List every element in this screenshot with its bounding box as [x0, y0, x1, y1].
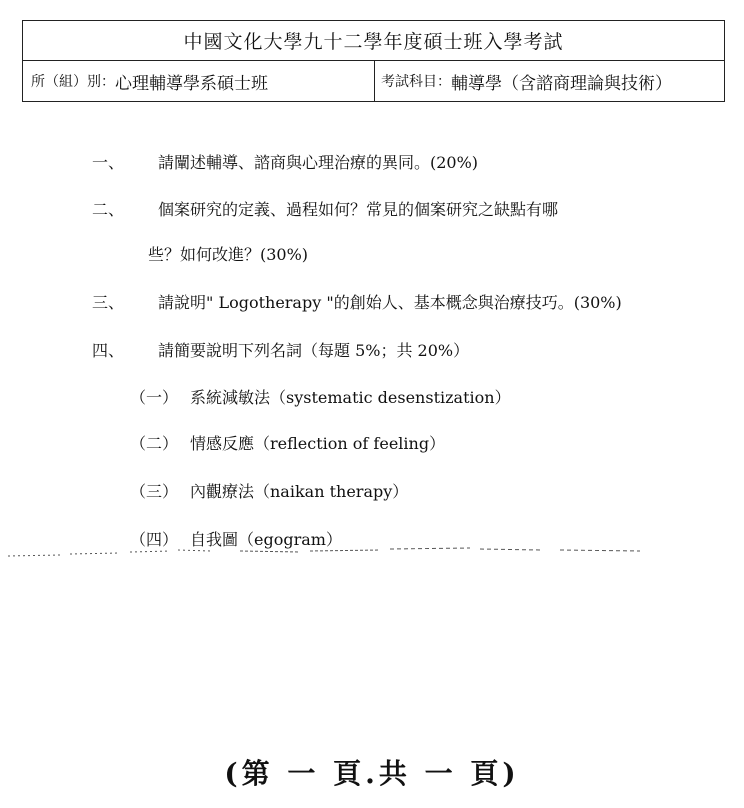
- subject-value: 輔導學（含諮商理論與技術）: [451, 73, 672, 94]
- department-value: 心理輔導學系碩士班: [115, 73, 268, 94]
- term-number: （二）: [130, 434, 179, 453]
- question-number: 三、: [92, 293, 125, 312]
- question-text: 請闡述輔導、諮商與心理治療的異同。(20%): [158, 153, 479, 172]
- question-text: 請說明" Logotherapy "的創始人、基本概念與治療技巧。(30%): [158, 293, 622, 312]
- exam-header-table: [22, 20, 725, 102]
- page-footer: (第 一 頁.共 一 頁): [224, 757, 520, 790]
- term-number: （四）: [130, 530, 179, 549]
- department-cell: [23, 61, 375, 101]
- question-number: 一、: [92, 153, 125, 172]
- question-number: 二、: [92, 200, 125, 219]
- exam-info-row: [23, 61, 724, 101]
- term-2: [130, 431, 690, 455]
- exam-title: 中國文化大學九十二學年度碩士班入學考試: [23, 21, 724, 61]
- term-text: 情感反應（reflection of feeling）: [190, 434, 446, 453]
- question-2: [92, 197, 712, 221]
- term-number: （三）: [130, 482, 179, 501]
- question-text: 個案研究的定義、過程如何？常見的個案研究之缺點有哪: [158, 200, 559, 219]
- term-number: （一）: [130, 388, 179, 407]
- question-text-continued: 些？如何改進？(30%): [148, 245, 309, 264]
- subject-cell: [375, 61, 724, 101]
- subject-label: 考試科目：: [381, 74, 451, 90]
- term-1: [130, 385, 690, 409]
- question-text: 請簡要說明下列名詞（每題 5%；共 20%）: [158, 341, 470, 360]
- term-3: [130, 479, 690, 503]
- term-text: 內觀療法（naikan therapy）: [190, 482, 409, 501]
- question-3: [92, 290, 712, 314]
- question-number: 四、: [92, 341, 125, 360]
- question-2-continued: [148, 242, 708, 266]
- department-label: 所（組）別：: [31, 74, 115, 90]
- scan-noise-line: [0, 542, 744, 562]
- question-4: [92, 338, 712, 362]
- term-text: 系統減敏法（systematic desenstization）: [190, 388, 511, 407]
- question-1: [92, 150, 712, 174]
- term-text: 自我圖（egogram）: [190, 530, 342, 549]
